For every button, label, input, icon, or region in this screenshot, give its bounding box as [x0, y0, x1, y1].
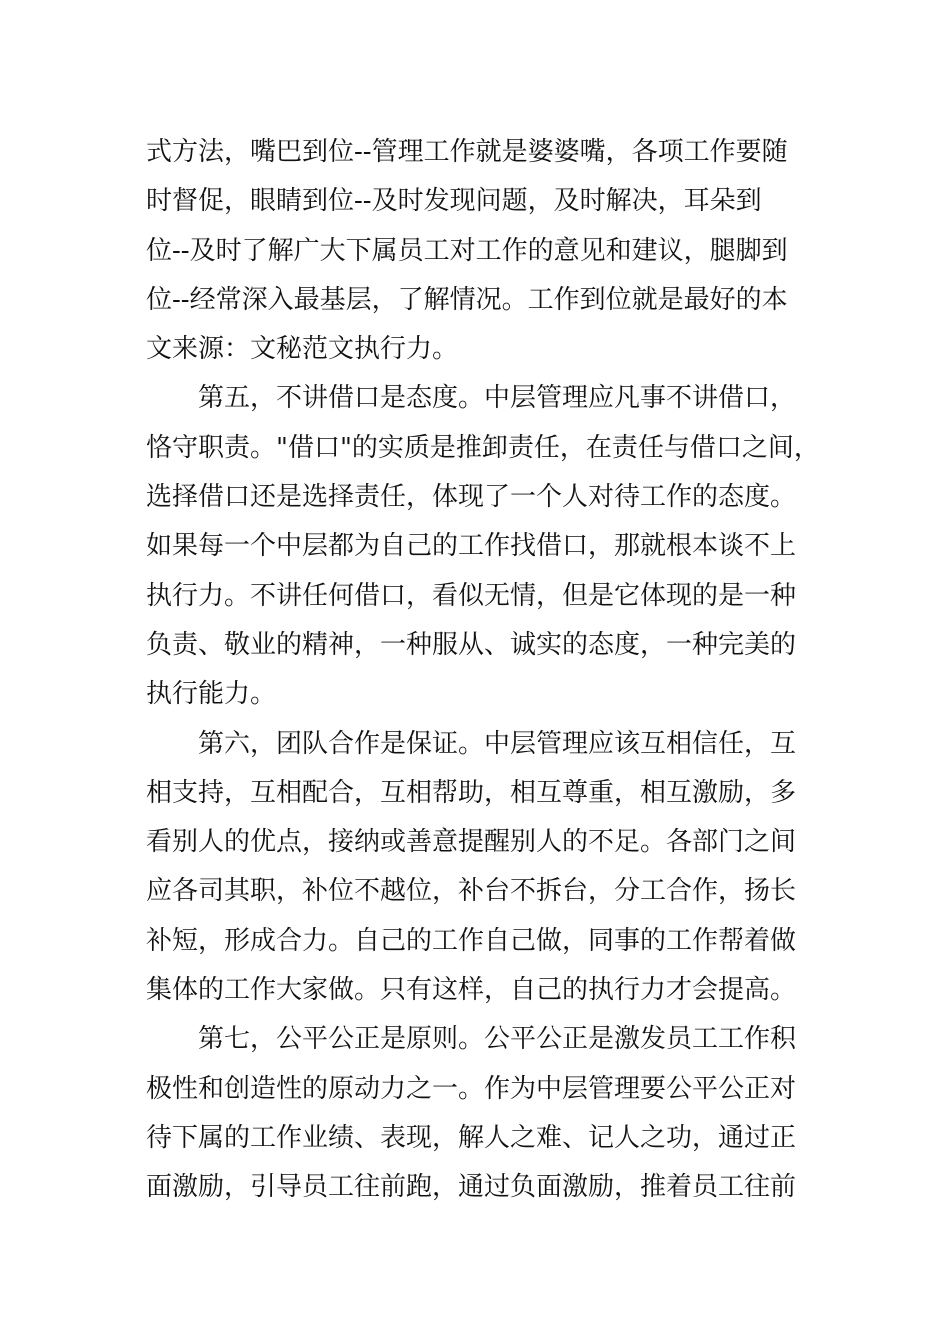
text-line: 第五，不讲借口是态度。中层管理应凡事不讲借口， — [198, 383, 797, 414]
text-line: 时督促，眼睛到位--及时发现问题，及时解决，耳朵到 — [146, 186, 762, 217]
text-line: 位--及时了解广大下属员工对工作的意见和建议，腿脚到 — [146, 235, 788, 266]
text-line: 式方法，嘴巴到位--管理工作就是婆婆嘴，各项工作要随 — [146, 137, 788, 167]
text-line: 恪守职责。"借口"的实质是推卸责任，在责任与借口之间， — [146, 432, 820, 463]
paragraph-seventh — [146, 1015, 810, 1212]
paragraph-fifth — [146, 374, 820, 719]
text-line: 面激励，引导员工往前跑，通过负面激励，推着员工往前 — [146, 1172, 797, 1203]
paragraph-continuation — [146, 128, 810, 374]
text-line: 如果每一个中层都为自己的工作找借口，那就根本谈不上 — [146, 531, 797, 562]
text-line: 看别人的优点，接纳或善意提醒别人的不足。各部门之间 — [146, 827, 797, 858]
text-line: 位--经常深入最基层，了解情况。工作到位就是最好的本 — [146, 284, 788, 315]
paragraph-sixth — [146, 720, 810, 1016]
text-line: 第六，团队合作是保证。中层管理应该互相信任，互 — [198, 728, 797, 759]
text-line: 待下属的工作业绩、表现，解人之难、记人之功，通过正 — [146, 1122, 797, 1153]
text-line: 补短，形成合力。自己的工作自己做，同事的工作帮着做 — [146, 925, 797, 956]
text-line: 执行力。不讲任何借口，看似无情，但是它体现的是一种 — [146, 580, 797, 611]
document-body — [146, 128, 820, 1213]
text-line: 文来源：文秘范文执行力。 — [146, 334, 459, 365]
text-line: 相支持，互相配合，互相帮助，相互尊重，相互激励，多 — [146, 777, 797, 808]
text-line: 极性和创造性的原动力之一。作为中层管理要公平公正对 — [146, 1073, 797, 1104]
text-line: 执行能力。 — [146, 679, 277, 710]
text-line: 负责、敬业的精神，一种服从、诚实的态度，一种完美的 — [146, 629, 797, 660]
text-line: 应各司其职，补位不越位，补台不拆台，分工合作，扬长 — [146, 876, 797, 907]
text-line: 集体的工作大家做。只有这样，自己的执行力才会提高。 — [146, 975, 797, 1006]
text-line: 选择借口还是选择责任，体现了一个人对待工作的态度。 — [146, 482, 797, 513]
text-line: 第七，公平公正是原则。公平公正是激发员工工作积 — [198, 1024, 797, 1055]
